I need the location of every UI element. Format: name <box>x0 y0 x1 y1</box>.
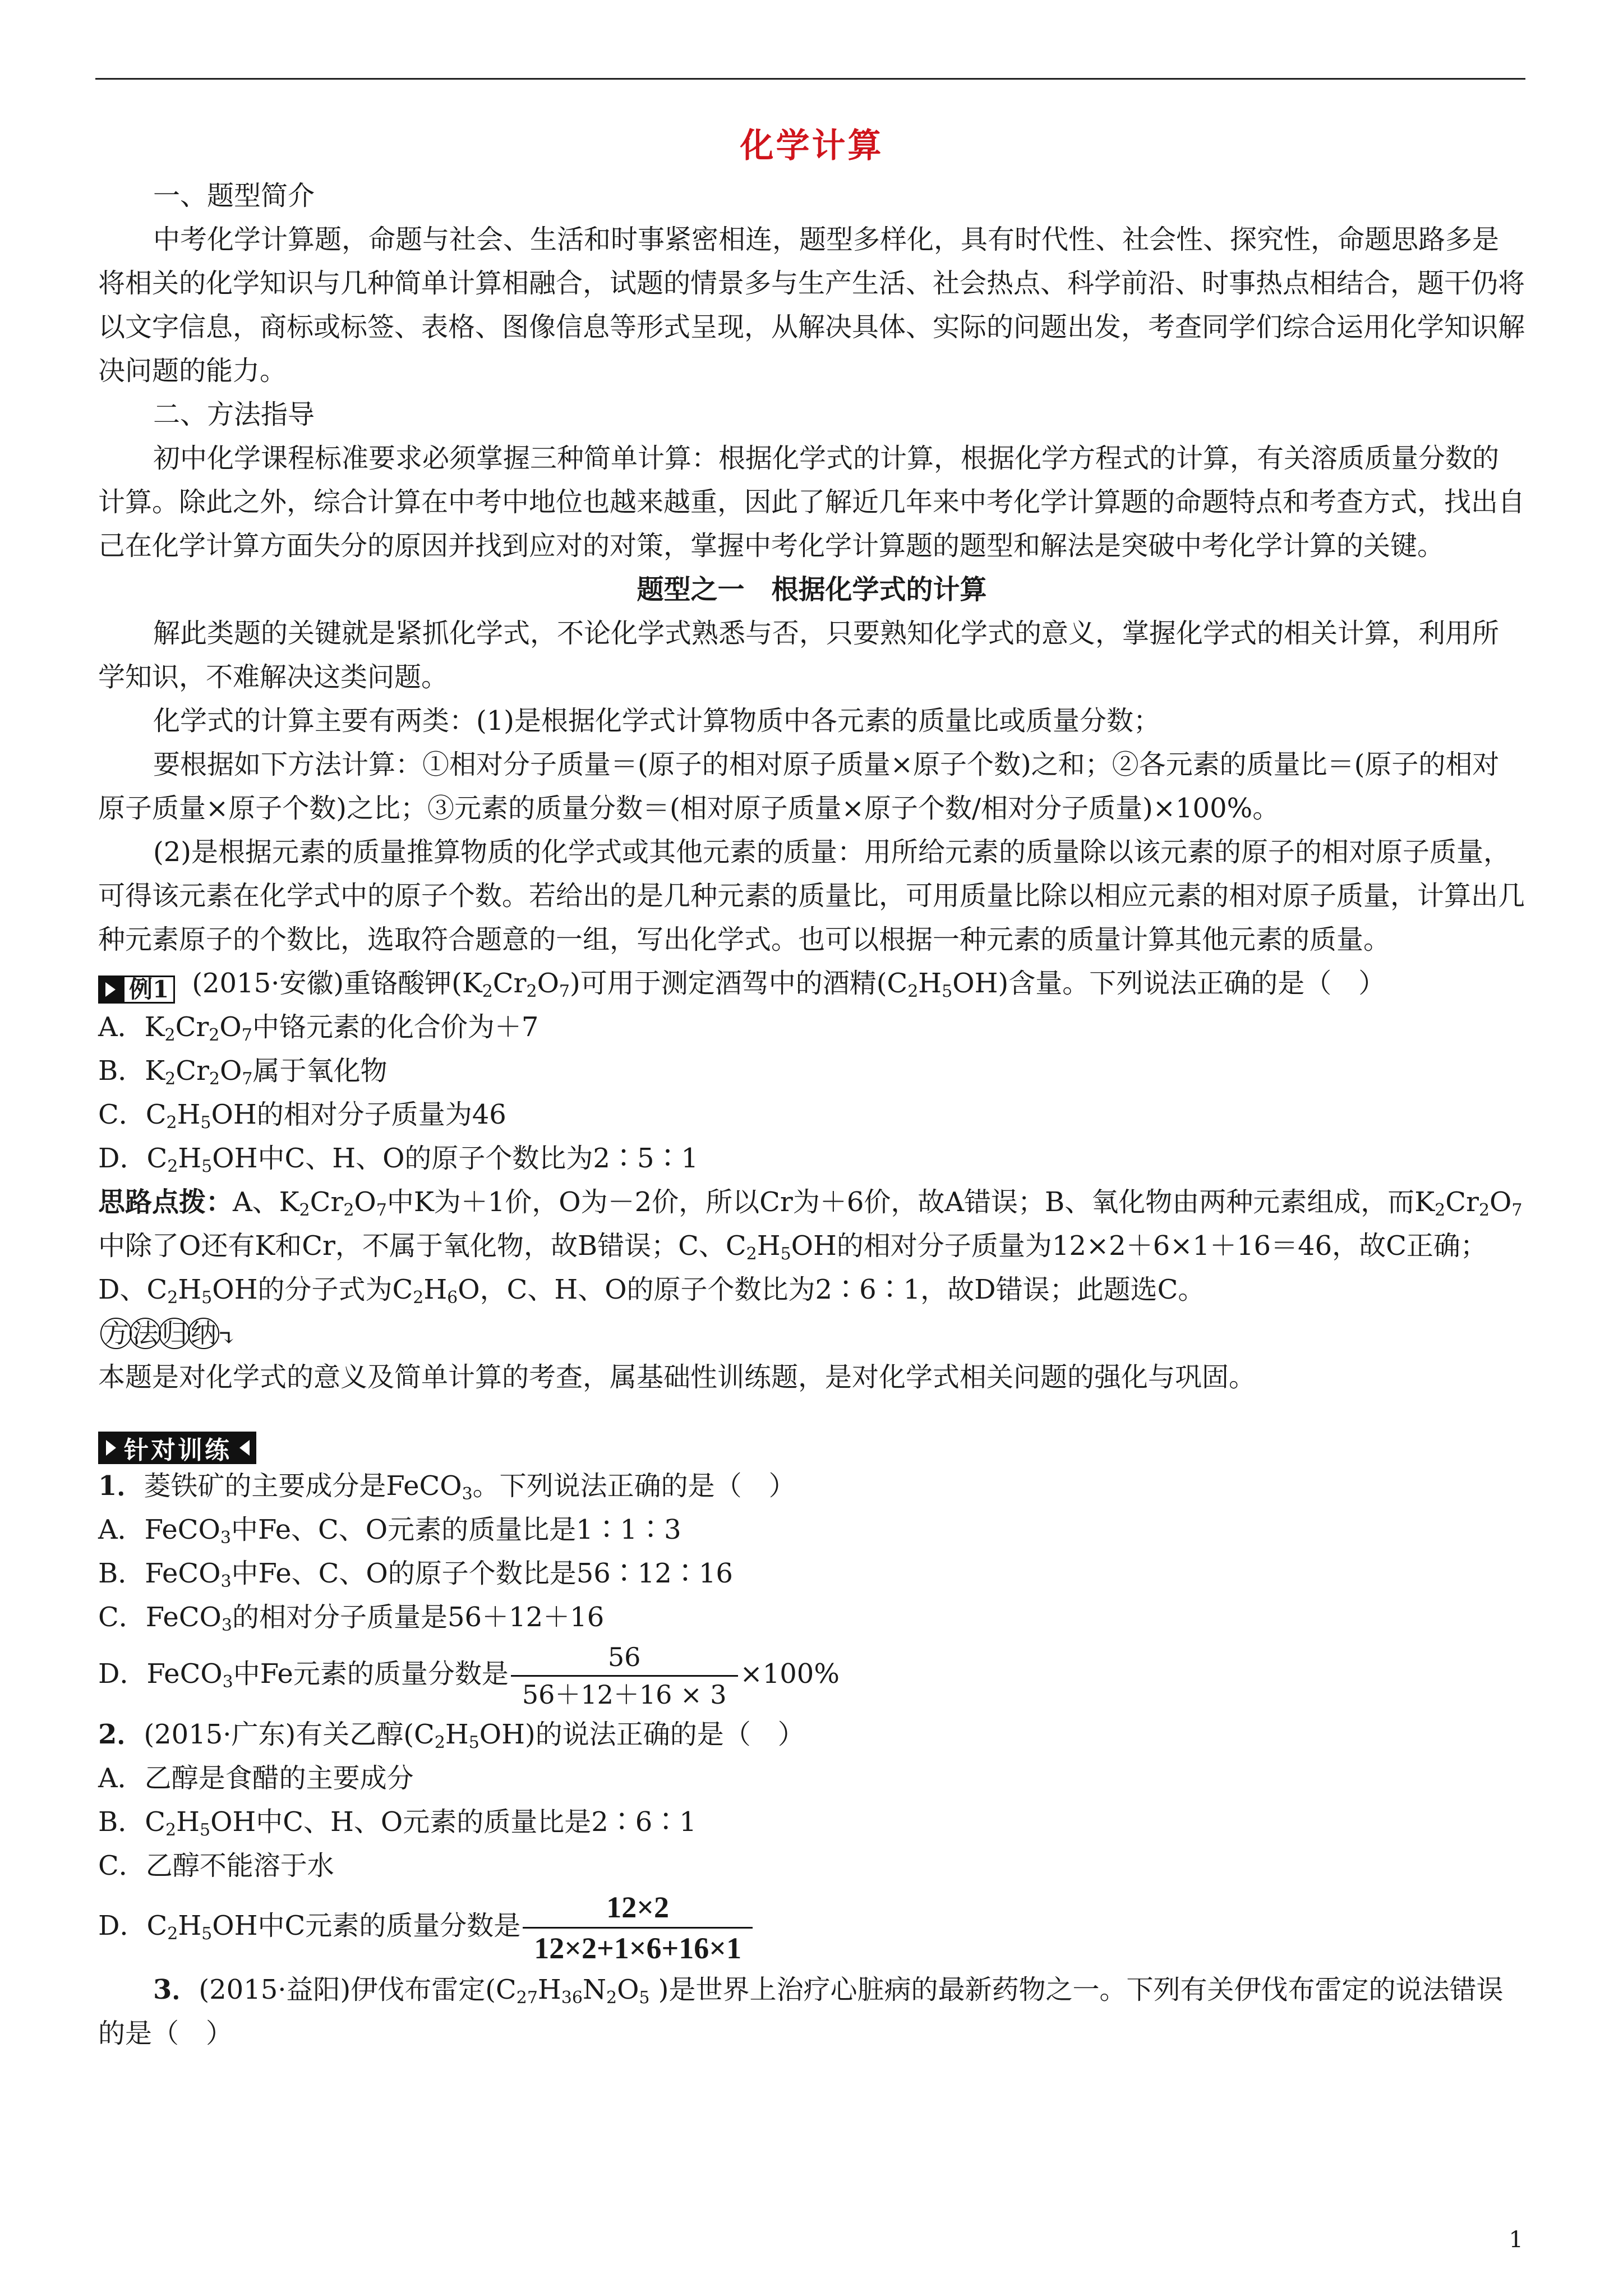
type1-para-1: 解此类题的关键就是紧抓化学式，不论化学式熟悉与否，只要熟知化学式的意义，掌握化学式的相关计算，利用所学知识，不难解决这类问题。 <box>98 618 1500 693</box>
question-2-option-c: C．乙醇不能溶于水 <box>98 1850 334 1881</box>
example-badge: 例1 <box>98 976 175 1004</box>
question-2-option-a: A．乙醇是食醋的主要成分 <box>98 1763 414 1794</box>
example-1-option-c: C．$C_2H_5OH$的相对分子质量为46 <box>98 1099 506 1133</box>
type1-para-3: 要根据如下方法计算：①相对分子质量＝(原子的相对原子质量×原子个数)之和；②各元素的质量比＝(原子的相对原子质量×原子个数)之比；③元素的质量分数＝(相对原子质量×原子个数/相对分子质量)×100%。 <box>98 749 1500 824</box>
play-triangle-icon <box>106 1440 116 1456</box>
training-badge: 针对训练 <box>98 1432 256 1464</box>
type1-para-4: (2)是根据元素的质量推算物质的化学式或其他元素的质量：用所给元素的质量除以该元素的原子的相对原子质量，可得该元素在化学式中的原子个数。若给出的是几种元素的质量比，可用质量比除以相应元素的相对原子质量，计算出几种元素原子的个数比，选取符合题意的一组，写出化学式。也可以根据一种元素的质量计算其他元素的质量。 <box>98 836 1525 955</box>
question-1-option-d: D．FeCO$_3$中Fe元素的质量分数是 $\frac{56}{56+12+16 \times 3}$ ×100% <box>98 1639 1525 1713</box>
section-body-intro: 中考化学计算题，命题与社会、生活和时事紧密相连，题型多样化，具有时代性、社会性、探究性，命题思路多是将相关的化学知识与几种简单计算相融合，试题的情景多与生产生活、社会热点、科学前沿、时事热点相结合，题干仍将以文字信息，商标或标签、表格、图像信息等形式呈现，从解决具体、实际的问题出发，考查同学们综合运用化学知识解决问题的能力。 <box>98 224 1525 386</box>
example-1-option-b: B．$K_2Cr_2O_7$属于氧化物 <box>98 1055 388 1089</box>
method-summary-tag-line <box>98 1312 1525 1355</box>
section-heading-method: 二、方法指导 <box>153 399 315 430</box>
page-title: 化学计算 <box>740 126 884 165</box>
question-1-option-a: A．FeCO$_3$中Fe、C、O元素的质量比是1∶1∶3 <box>98 1514 681 1548</box>
corner-arrow-icon: ↴ <box>217 1326 236 1351</box>
section-body-method: 初中化学课程标准要求必须掌握三种简单计算：根据化学式的计算，根据化学方程式的计算，有关溶质质量分数的计算。除此之外，综合计算在中考中地位也越来越重，因此了解近几年来中考化学计算题的命题特点和考查方式，找出自己在化学计算方面失分的原因并找到应对的对策，掌握中考化学计算题的题型和解法是突破中考化学计算的关键。 <box>98 443 1525 562</box>
method-summary-body: 本题是对化学式的意义及简单计算的考查，属基础性训练题，是对化学式相关问题的强化与巩固。 <box>98 1361 1256 1393</box>
question-1-option-c: C．FeCO$_3$的相对分子质量是56＋12＋16 <box>98 1602 605 1635</box>
example-1-hint: 思路点拨：A、$K_2Cr_2O_7$中K为＋1价，O为－2价，所以Cr为＋6价，故A错误；B、氧化物由两种元素组成，而$K_2Cr_2O_7$中除了O还有K和Cr，不属于氧化物，故B错误；C、$C_2H_5OH$的相对分子质量为12×2＋6×1＋16＝46，故C正确；D、$C_2H_5OH$的分子式为$C_2H_6O$，C、H、O的原子个数比为2∶6∶1，故D错误；此题选C。 <box>98 1186 1523 1308</box>
fraction: $\frac{12\times 2}{12\times 2+1\times 6+16\times 1}$ <box>523 1888 753 1968</box>
question-1-stem: 1．菱铁矿的主要成分是FeCO$_3$。下列说法正确的是（ ） <box>98 1470 796 1504</box>
method-summary-tag: 方 法 归 纳↴ <box>98 1317 238 1355</box>
section-heading-intro: 一、题型简介 <box>153 180 315 211</box>
fraction: $\frac{56}{56+12+16 \times 3}$ <box>511 1639 738 1713</box>
example-1-stem: 例1 (2015·安徽)重铬酸钾$(K_2Cr_2O_7)$可用于测定酒驾中的酒精$(C_2H_5OH)$含量。下列说法正确的是（ ） <box>98 961 1525 1005</box>
type1-para-2: 化学式的计算主要有两类：(1)是根据化学式计算物质中各元素的质量比或质量分数； <box>153 705 1160 737</box>
question-1-option-b: B．FeCO$_3$中Fe、C、O的原子个数比是56∶12∶16 <box>98 1558 733 1591</box>
question-2-stem: 2．(2015·广东)有关乙醇$(C_2H_5OH)$的说法正确的是（ ） <box>98 1719 805 1752</box>
question-2-option-d: D．$C_2H_5OH$中C元素的质量分数是 $\frac{12\times 2}{12\times 2+1\times 6+16\times 1}$ <box>98 1888 1525 1968</box>
reverse-triangle-icon <box>239 1440 250 1456</box>
example-1-option-a: A．$K_2Cr_2O_7$中铬元素的化合价为＋7 <box>98 1011 539 1045</box>
example-1-option-d: D．$C_2H_5OH$中C、H、O的原子个数比为2∶5∶1 <box>98 1143 699 1176</box>
question-2-option-b: B．$C_2H_5OH$中C、H、O元素的质量比是2∶6∶1 <box>98 1806 697 1840</box>
type1-heading: 题型之一 根据化学式的计算 <box>637 574 987 605</box>
question-3-stem: 3．(2015·益阳)伊伐布雷定($C_{27}H_{36}N_2O_5$ )是世界上治疗心脏病的最新药物之一。下列有关伊伐布雷定的说法错误的是（ ） <box>98 1974 1504 2049</box>
play-triangle-icon <box>98 976 123 1004</box>
page-number: 1 <box>1509 2227 1523 2253</box>
document-page <box>98 118 1525 2055</box>
top-rule <box>95 78 1525 80</box>
